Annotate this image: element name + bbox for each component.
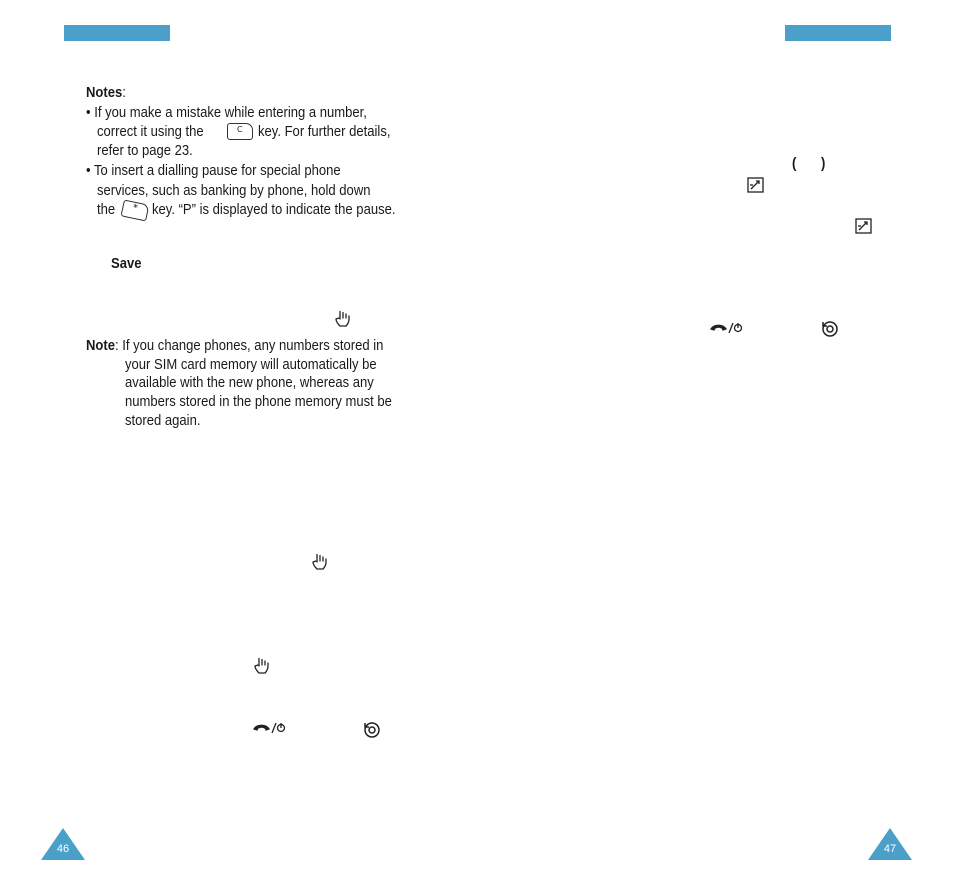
notes-colon: : bbox=[122, 85, 126, 101]
note-line2: your SIM card memory will automatically be bbox=[125, 357, 377, 373]
bullet1-line3: refer to page 23. bbox=[97, 143, 193, 159]
note-line4: numbers stored in the phone memory must be bbox=[125, 394, 392, 410]
hand-pointer-icon bbox=[310, 552, 330, 577]
edit-note-icon bbox=[747, 177, 765, 199]
notes-heading-line bbox=[86, 84, 126, 103]
paren-open: ( bbox=[792, 156, 797, 172]
notes-heading: Notes bbox=[86, 85, 123, 101]
star-key-label: * bbox=[131, 202, 139, 215]
bullet1-line1: • If you make a mistake while entering a number, bbox=[86, 105, 367, 121]
back-cancel-icon bbox=[820, 319, 840, 344]
end-power-key-icon bbox=[253, 721, 287, 740]
bullet1-line2a: correct it using the bbox=[97, 124, 204, 140]
right-page-number: 47 bbox=[883, 843, 897, 855]
hand-pointer-icon bbox=[333, 309, 353, 334]
left-page-number: 46 bbox=[56, 843, 70, 855]
bullet2-line3b: key. “P” is displayed to indicate the pause. bbox=[152, 202, 396, 218]
left-header-bar bbox=[64, 25, 170, 41]
right-header-bar bbox=[785, 25, 891, 41]
note-line1 bbox=[86, 337, 383, 356]
edit-note-icon bbox=[855, 218, 873, 240]
bullet1-line2b: key. For further details, bbox=[258, 124, 391, 140]
note-line3: available with the new phone, whereas any bbox=[125, 375, 374, 391]
paren-close: ) bbox=[821, 156, 826, 172]
c-key-label: C bbox=[237, 125, 243, 134]
save-label: Save bbox=[111, 256, 142, 272]
bullet2-line3a: the bbox=[97, 202, 116, 218]
note-line1-text: : If you change phones, any numbers stored in bbox=[115, 338, 384, 354]
bullet2-line2: services, such as banking by phone, hold down bbox=[97, 183, 371, 199]
star-key-icon bbox=[122, 202, 148, 219]
hand-pointer-icon bbox=[252, 656, 272, 681]
end-power-key-icon bbox=[710, 321, 744, 340]
bullet2-line1: • To insert a dialling pause for special phone bbox=[86, 163, 341, 179]
note-heading: Note bbox=[86, 338, 116, 354]
note-line5: stored again. bbox=[125, 413, 201, 429]
c-key-icon bbox=[227, 123, 253, 140]
back-cancel-icon bbox=[362, 720, 382, 745]
